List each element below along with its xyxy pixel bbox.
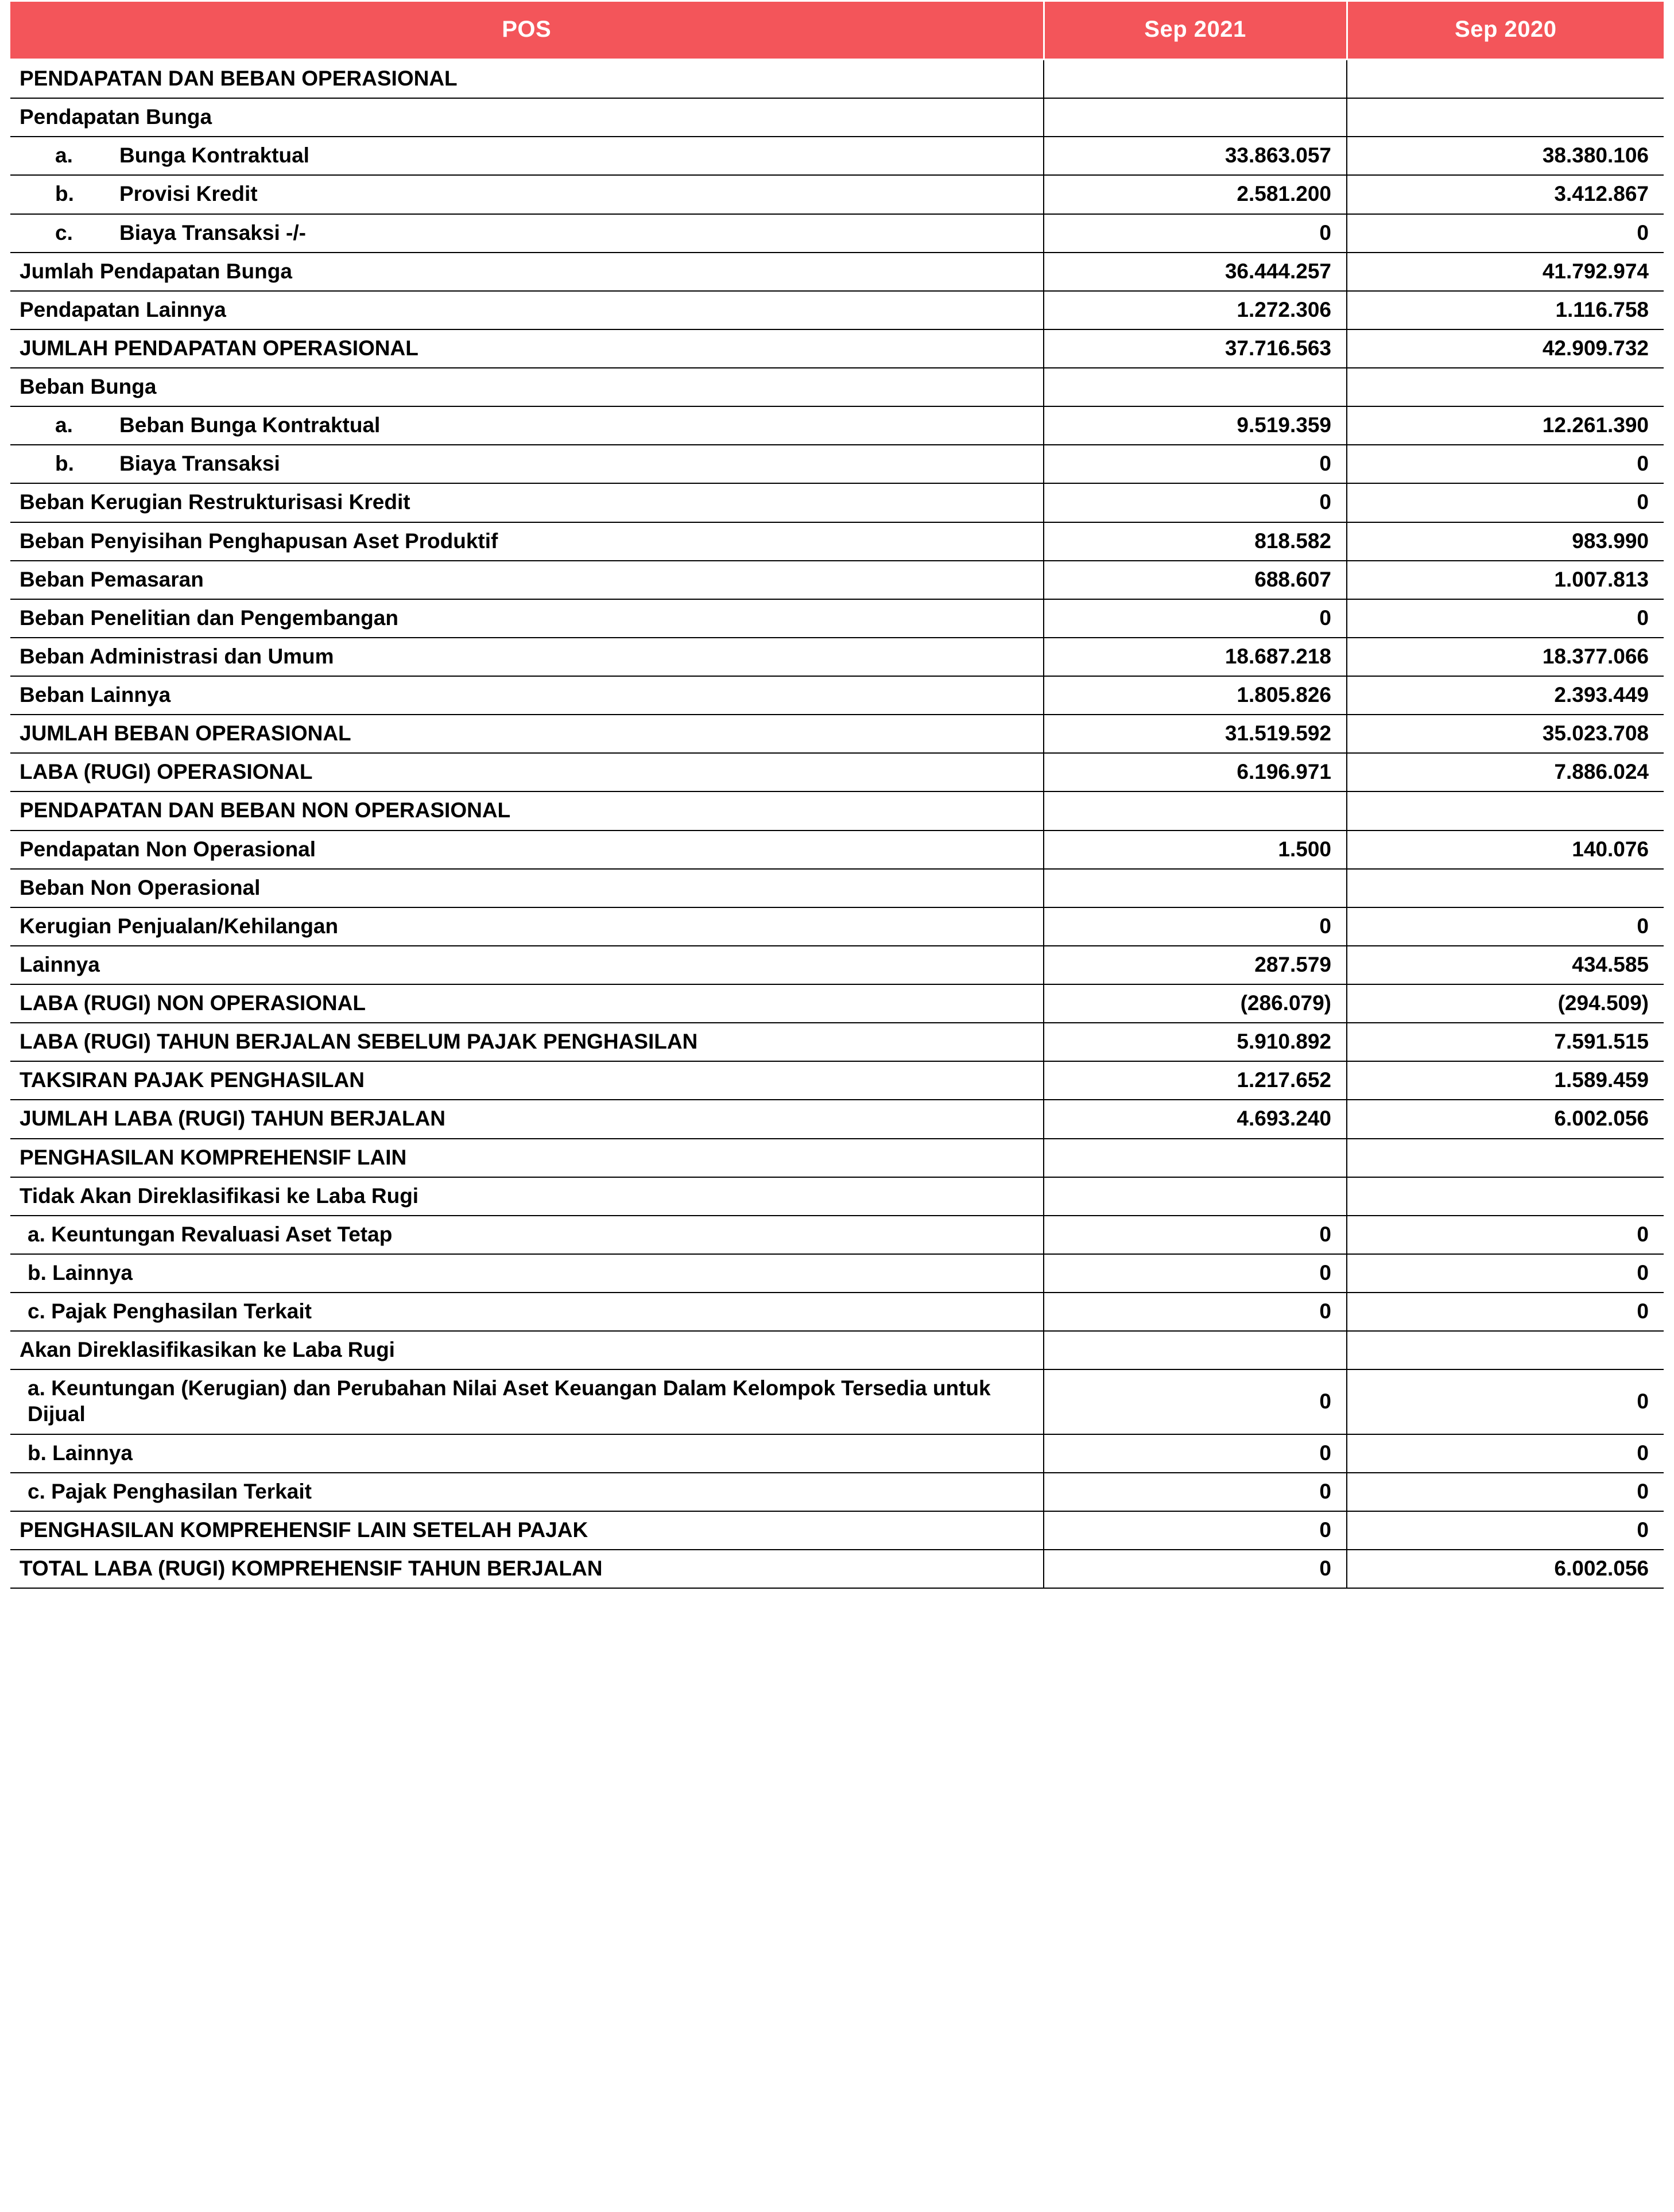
row-value-sep-2021: 1.217.652 (1044, 1061, 1347, 1100)
table-row (10, 1331, 1664, 1369)
row-value-sep-2020: 6.002.056 (1347, 1100, 1664, 1138)
row-value-sep-2021: 0 (1044, 1293, 1347, 1331)
row-label: Kerugian Penjualan/Kehilangan (10, 907, 1044, 946)
row-value-sep-2020: 1.007.813 (1347, 561, 1664, 599)
row-value-sep-2021: 31.519.592 (1044, 715, 1347, 753)
row-letter: b. (55, 182, 74, 206)
row-label: PENDAPATAN DAN BEBAN NON OPERASIONAL (10, 791, 1044, 830)
row-label: c. Pajak Penghasilan Terkait (10, 1293, 1044, 1331)
row-value-sep-2020: 41.792.974 (1347, 253, 1664, 291)
table-row (10, 946, 1664, 984)
row-value-sep-2020: 0 (1347, 907, 1664, 946)
table-row (10, 561, 1664, 599)
row-label: TOTAL LABA (RUGI) KOMPREHENSIF TAHUN BERJALAN (10, 1550, 1044, 1588)
row-value-sep-2021: 0 (1044, 483, 1347, 522)
row-value-sep-2020: 0 (1347, 1216, 1664, 1254)
table-row (10, 1061, 1664, 1100)
row-value-sep-2021: 36.444.257 (1044, 253, 1347, 291)
table-row (10, 1023, 1664, 1061)
row-label: Akan Direklasifikasikan ke Laba Rugi (10, 1331, 1044, 1369)
table-row (10, 98, 1664, 137)
table-row (10, 445, 1664, 483)
table-row (10, 1177, 1664, 1216)
row-value-sep-2021 (1044, 1331, 1347, 1369)
row-value-sep-2021: 6.196.971 (1044, 753, 1347, 791)
table-body (10, 60, 1664, 1589)
row-value-sep-2021: 1.272.306 (1044, 291, 1347, 329)
column-header-pos: POS (10, 1, 1044, 60)
table-row (10, 291, 1664, 329)
column-header-sep-2020: Sep 2020 (1347, 1, 1664, 60)
row-value-sep-2020: 1.116.758 (1347, 291, 1664, 329)
row-label: b. Lainnya (10, 1254, 1044, 1293)
column-header-sep-2021: Sep 2021 (1044, 1, 1347, 60)
table-row (10, 522, 1664, 561)
table-row (10, 1100, 1664, 1138)
row-value-sep-2021 (1044, 791, 1347, 830)
row-value-sep-2020: 0 (1347, 1254, 1664, 1293)
row-label: Beban Non Operasional (10, 869, 1044, 907)
table-header (10, 1, 1664, 60)
row-label: Beban Administrasi dan Umum (10, 638, 1044, 676)
table-row (10, 1434, 1664, 1473)
row-value-sep-2020: 140.076 (1347, 831, 1664, 869)
table-row (10, 599, 1664, 638)
row-value-sep-2020 (1347, 60, 1664, 99)
row-value-sep-2020 (1347, 869, 1664, 907)
row-label: LABA (RUGI) TAHUN BERJALAN SEBELUM PAJAK PENGHASILAN (10, 1023, 1044, 1061)
row-label: LABA (RUGI) OPERASIONAL (10, 753, 1044, 791)
row-label: Beban Penelitian dan Pengembangan (10, 599, 1044, 638)
row-label (10, 175, 1044, 214)
row-value-sep-2021: 37.716.563 (1044, 329, 1347, 368)
row-letter: a. (55, 413, 73, 437)
row-value-sep-2021: 0 (1044, 214, 1347, 253)
table-row (10, 1369, 1664, 1434)
row-value-sep-2020: 12.261.390 (1347, 406, 1664, 445)
row-value-sep-2020: 7.886.024 (1347, 753, 1664, 791)
row-value-sep-2020 (1347, 368, 1664, 406)
income-statement-table (10, 0, 1664, 1589)
table-row (10, 791, 1664, 830)
row-value-sep-2020: 35.023.708 (1347, 715, 1664, 753)
row-label: Beban Lainnya (10, 676, 1044, 715)
row-label: JUMLAH LABA (RUGI) TAHUN BERJALAN (10, 1100, 1044, 1138)
table-row (10, 329, 1664, 368)
row-value-sep-2020: 0 (1347, 1293, 1664, 1331)
row-label: Tidak Akan Direklasifikasi ke Laba Rugi (10, 1177, 1044, 1216)
table-row (10, 715, 1664, 753)
row-label: JUMLAH BEBAN OPERASIONAL (10, 715, 1044, 753)
row-value-sep-2020: 38.380.106 (1347, 137, 1664, 175)
row-label: a. Keuntungan Revaluasi Aset Tetap (10, 1216, 1044, 1254)
row-value-sep-2021 (1044, 368, 1347, 406)
row-letter: a. (55, 143, 73, 168)
row-value-sep-2021: 5.910.892 (1044, 1023, 1347, 1061)
row-label: Beban Bunga (10, 368, 1044, 406)
row-value-sep-2021: 0 (1044, 907, 1347, 946)
table-row (10, 1511, 1664, 1550)
row-label-text: Bunga Kontraktual (119, 143, 309, 168)
row-label: c. Pajak Penghasilan Terkait (10, 1473, 1044, 1511)
row-value-sep-2020: 7.591.515 (1347, 1023, 1664, 1061)
row-value-sep-2021: (286.079) (1044, 984, 1347, 1023)
row-value-sep-2021: 0 (1044, 1550, 1347, 1588)
row-letter: c. (55, 220, 73, 245)
row-value-sep-2021: 0 (1044, 1254, 1347, 1293)
row-value-sep-2020: 0 (1347, 1511, 1664, 1550)
row-label-text: Beban Bunga Kontraktual (119, 413, 381, 437)
row-label: Lainnya (10, 946, 1044, 984)
row-label-text: Biaya Transaksi (119, 452, 280, 476)
row-label (10, 445, 1044, 483)
row-label-text: Biaya Transaksi -/- (119, 220, 306, 245)
row-value-sep-2020: 0 (1347, 1473, 1664, 1511)
row-value-sep-2021: 0 (1044, 1473, 1347, 1511)
table-row (10, 1293, 1664, 1331)
row-value-sep-2021: 0 (1044, 1434, 1347, 1473)
table-row (10, 214, 1664, 253)
table-row (10, 676, 1664, 715)
row-value-sep-2020 (1347, 1139, 1664, 1177)
row-value-sep-2021 (1044, 98, 1347, 137)
row-label: LABA (RUGI) NON OPERASIONAL (10, 984, 1044, 1023)
row-value-sep-2021: 4.693.240 (1044, 1100, 1347, 1138)
row-label-text: Provisi Kredit (119, 182, 258, 206)
row-value-sep-2021: 1.500 (1044, 831, 1347, 869)
row-label: Pendapatan Lainnya (10, 291, 1044, 329)
row-label: Beban Penyisihan Penghapusan Aset Produktif (10, 522, 1044, 561)
row-label: b. Lainnya (10, 1434, 1044, 1473)
row-value-sep-2020: 0 (1347, 599, 1664, 638)
row-label: Beban Kerugian Restrukturisasi Kredit (10, 483, 1044, 522)
row-value-sep-2021: 688.607 (1044, 561, 1347, 599)
row-value-sep-2021: 9.519.359 (1044, 406, 1347, 445)
table-row (10, 1139, 1664, 1177)
row-value-sep-2021: 0 (1044, 1511, 1347, 1550)
row-value-sep-2020 (1347, 1177, 1664, 1216)
table-row (10, 137, 1664, 175)
row-value-sep-2021: 0 (1044, 1369, 1347, 1434)
row-value-sep-2020: 42.909.732 (1347, 329, 1664, 368)
row-value-sep-2020: 0 (1347, 1369, 1664, 1434)
row-letter: b. (55, 452, 74, 476)
row-value-sep-2020: 2.393.449 (1347, 676, 1664, 715)
row-label: Beban Pemasaran (10, 561, 1044, 599)
table-row (10, 831, 1664, 869)
row-value-sep-2021: 18.687.218 (1044, 638, 1347, 676)
row-value-sep-2020: 6.002.056 (1347, 1550, 1664, 1588)
row-value-sep-2020: 0 (1347, 483, 1664, 522)
row-label (10, 214, 1044, 253)
row-value-sep-2020: 983.990 (1347, 522, 1664, 561)
table-row (10, 984, 1664, 1023)
row-label: Pendapatan Bunga (10, 98, 1044, 137)
row-value-sep-2021: 1.805.826 (1044, 676, 1347, 715)
row-label: PENGHASILAN KOMPREHENSIF LAIN SETELAH PAJAK (10, 1511, 1044, 1550)
table-row (10, 1550, 1664, 1588)
row-value-sep-2021: 0 (1044, 1216, 1347, 1254)
row-value-sep-2021 (1044, 60, 1347, 99)
row-value-sep-2021: 0 (1044, 445, 1347, 483)
row-value-sep-2021: 818.582 (1044, 522, 1347, 561)
table-row (10, 60, 1664, 99)
row-value-sep-2020: 434.585 (1347, 946, 1664, 984)
table-row (10, 483, 1664, 522)
table-header-row (10, 1, 1664, 60)
table-row (10, 1216, 1664, 1254)
row-value-sep-2020 (1347, 98, 1664, 137)
table-row (10, 253, 1664, 291)
row-value-sep-2020: 0 (1347, 214, 1664, 253)
table-row (10, 368, 1664, 406)
table-row (10, 638, 1664, 676)
row-label: Pendapatan Non Operasional (10, 831, 1044, 869)
row-value-sep-2021 (1044, 1139, 1347, 1177)
table-row (10, 175, 1664, 214)
row-label: a. Keuntungan (Kerugian) dan Perubahan Nilai Aset Keuangan Dalam Kelompok Tersedia untuk Dijual (10, 1369, 1044, 1434)
row-value-sep-2021: 287.579 (1044, 946, 1347, 984)
row-value-sep-2020 (1347, 791, 1664, 830)
table-row (10, 1254, 1664, 1293)
row-label: PENDAPATAN DAN BEBAN OPERASIONAL (10, 60, 1044, 99)
row-label: TAKSIRAN PAJAK PENGHASILAN (10, 1061, 1044, 1100)
table-row (10, 753, 1664, 791)
row-label: JUMLAH PENDAPATAN OPERASIONAL (10, 329, 1044, 368)
table-row (10, 907, 1664, 946)
row-label: Jumlah Pendapatan Bunga (10, 253, 1044, 291)
row-value-sep-2021 (1044, 869, 1347, 907)
row-value-sep-2020: 1.589.459 (1347, 1061, 1664, 1100)
row-value-sep-2020: 3.412.867 (1347, 175, 1664, 214)
row-value-sep-2020 (1347, 1331, 1664, 1369)
row-label: PENGHASILAN KOMPREHENSIF LAIN (10, 1139, 1044, 1177)
row-value-sep-2021: 33.863.057 (1044, 137, 1347, 175)
row-value-sep-2021: 2.581.200 (1044, 175, 1347, 214)
row-value-sep-2020: (294.509) (1347, 984, 1664, 1023)
row-value-sep-2020: 0 (1347, 445, 1664, 483)
row-value-sep-2021 (1044, 1177, 1347, 1216)
table-row (10, 406, 1664, 445)
row-value-sep-2020: 0 (1347, 1434, 1664, 1473)
row-label (10, 137, 1044, 175)
row-label (10, 406, 1044, 445)
table-row (10, 1473, 1664, 1511)
row-value-sep-2020: 18.377.066 (1347, 638, 1664, 676)
row-value-sep-2021: 0 (1044, 599, 1347, 638)
table-row (10, 869, 1664, 907)
